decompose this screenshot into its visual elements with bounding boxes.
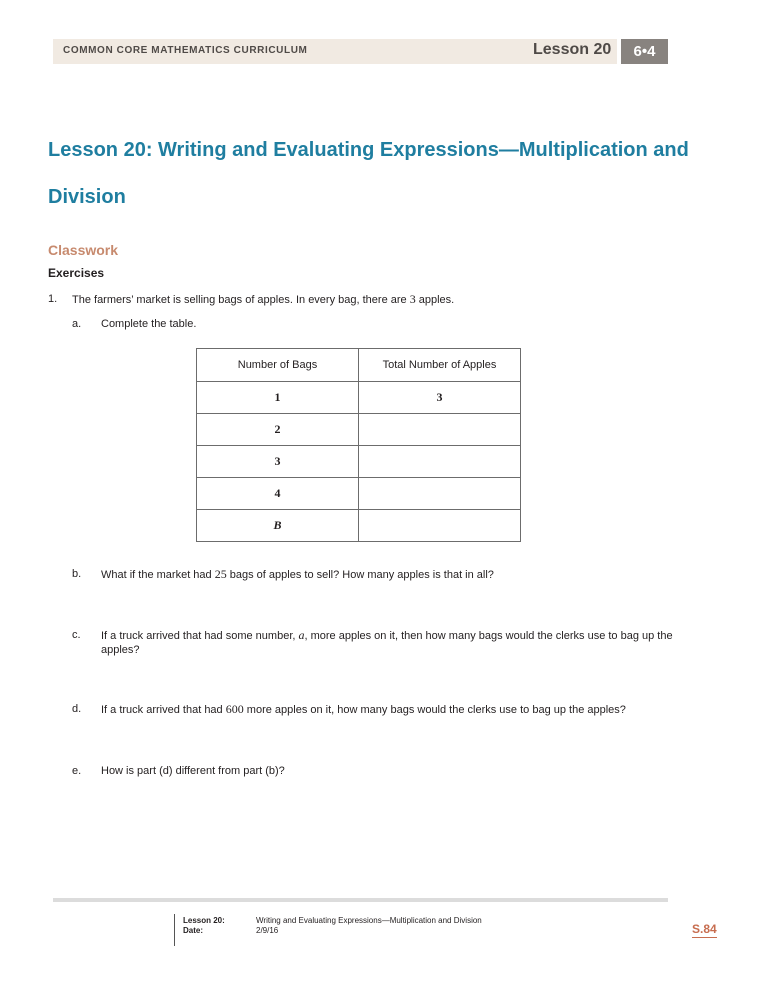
- table-answer-cell[interactable]: [359, 446, 521, 478]
- table-row: [197, 414, 521, 446]
- part-e-letter: e.: [72, 765, 82, 777]
- page-title: Lesson 20: Writing and Evaluating Expressions—Multiplication and Division: [48, 139, 689, 208]
- table-cell: B: [197, 510, 359, 542]
- part-d-text: If a truck arrived that had 600 more apples on it, how many bags would the clerks use to bag up the apples?: [101, 702, 626, 716]
- grade-badge: 6•4: [621, 39, 668, 64]
- part-c-text: If a truck arrived that had some number, a, more apples on it, then how many bags would the clerks use to bag up the apples?: [101, 628, 673, 656]
- page-number: S.84: [692, 922, 717, 936]
- part-a-letter: a.: [72, 318, 82, 330]
- footer-lesson-title: Writing and Evaluating Expressions—Multiplication and Division: [256, 916, 482, 925]
- table-answer-cell[interactable]: [359, 414, 521, 446]
- table-header-bags: Number of Bags: [197, 349, 359, 382]
- part-e-text: How is part (d) different from part (b)?: [101, 765, 285, 777]
- footer-lesson-label: Lesson 20:: [183, 916, 225, 925]
- table-row: [197, 382, 521, 414]
- apples-table: [196, 348, 521, 542]
- exercise-number: 1.: [48, 293, 58, 305]
- table-header-apples: Total Number of Apples: [359, 349, 521, 382]
- part-b-text: What if the market had 25 bags of apples to sell? How many apples is that in all?: [101, 567, 494, 581]
- table-row: [197, 478, 521, 510]
- table-cell[interactable]: 3: [359, 382, 521, 414]
- table-cell: 1: [197, 382, 359, 414]
- part-a-text: Complete the table.: [101, 318, 197, 330]
- apples-per-bag: 3: [409, 292, 416, 306]
- table-cell: 3: [197, 446, 359, 478]
- part-c-letter: c.: [72, 629, 81, 641]
- table-cell: 2: [197, 414, 359, 446]
- footer-separator: [174, 914, 175, 946]
- footer-labels: [183, 916, 225, 936]
- footer-divider: [53, 898, 668, 902]
- section-heading: Classwork: [48, 242, 119, 258]
- subsection-heading: Exercises: [48, 266, 105, 280]
- curriculum-label: COMMON CORE MATHEMATICS CURRICULUM: [63, 45, 308, 56]
- table-row: [197, 510, 521, 542]
- footer-date-label: Date:: [183, 926, 204, 935]
- footer-values: [256, 916, 482, 936]
- exercise-prompt: The farmers’ market is selling bags of apples. In every bag, there are 3 apples.: [72, 292, 455, 306]
- table-answer-cell[interactable]: [359, 510, 521, 542]
- lesson-tag: Lesson 20: [533, 41, 612, 58]
- part-d-letter: d.: [72, 703, 82, 715]
- table-row: [197, 446, 521, 478]
- table-answer-cell[interactable]: [359, 478, 521, 510]
- table-cell: 4: [197, 478, 359, 510]
- footer-date: 2/9/16: [256, 926, 279, 935]
- part-b-letter: b.: [72, 568, 82, 580]
